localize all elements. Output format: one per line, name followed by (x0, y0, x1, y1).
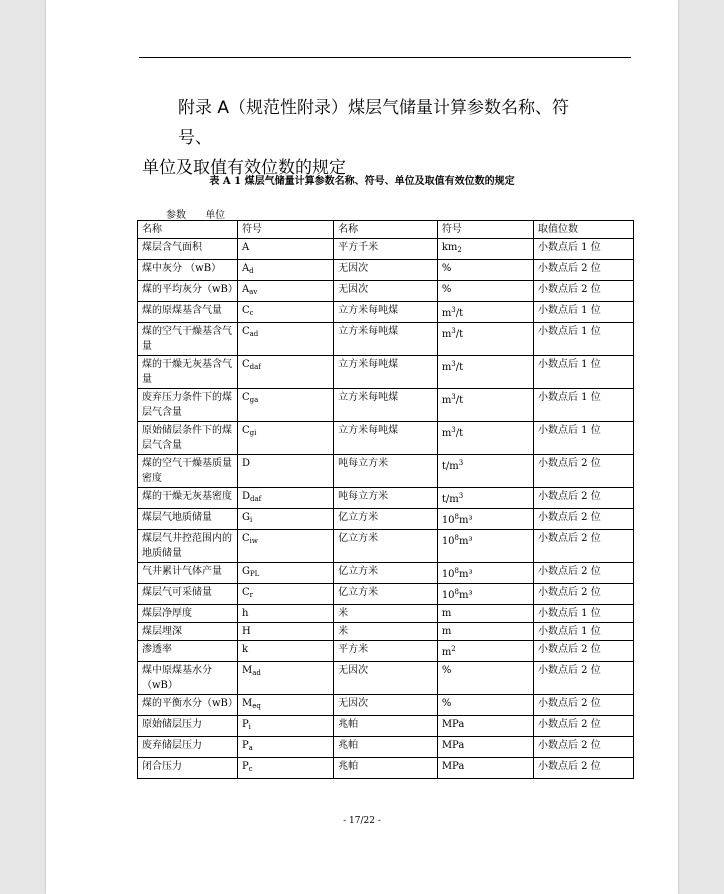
symbol-cell (237, 695, 333, 716)
unit-tail: /t (455, 362, 464, 373)
symbol-cell (237, 302, 333, 323)
symbol-main: A (241, 263, 250, 274)
unit-main: m (441, 608, 452, 619)
symbol-subscript: i (248, 723, 251, 731)
symbol-main: C (241, 359, 250, 370)
param-name-cell (138, 281, 238, 302)
symbol-cell (237, 356, 333, 389)
unit-symbol-cell (437, 281, 533, 302)
table-row (138, 509, 634, 530)
unit-name-cell (334, 623, 438, 641)
symbol-main: P (241, 719, 249, 730)
unit-name: 米 (338, 626, 349, 637)
param-name-cell (138, 509, 238, 530)
unit-name-cell (334, 488, 438, 509)
symbol-main: G (241, 566, 250, 577)
symbol-main: C (241, 587, 250, 598)
unit-name: 平方千米 (338, 242, 379, 253)
symbol-cell (237, 530, 333, 563)
unit-name-cell (334, 695, 438, 716)
unit-tail: m³ (459, 536, 473, 547)
unit-superscript: 8 (454, 513, 460, 521)
unit-name: 立方米每吨煤 (338, 425, 399, 436)
unit-name-cell (334, 605, 438, 623)
unit-tail: m³ (459, 515, 473, 526)
digits-cell (534, 488, 634, 509)
param-name: 气井累计气体产量 (142, 566, 222, 577)
table-row (138, 260, 634, 281)
unit-name-cell (334, 260, 438, 281)
digits-value: 小数点后 2 位 (538, 698, 601, 709)
appendix-title-line2: 单位及取值有效位数的规定 (142, 158, 346, 178)
digits-value: 小数点后 2 位 (538, 761, 601, 772)
unit-superscript: 3 (451, 360, 456, 368)
unit-name: 亿立方米 (338, 587, 379, 598)
unit-name: 吨每立方米 (338, 458, 389, 469)
digits-value: 小数点后 1 位 (538, 242, 601, 253)
unit-name-cell (334, 737, 438, 758)
param-name: 煤的干燥无灰基含气量 (142, 359, 232, 385)
unit-name: 平方米 (338, 644, 369, 655)
symbol-subscript: r (249, 591, 253, 599)
param-name: 煤的原煤基含气量 (142, 305, 222, 316)
unit-superscript: 3 (458, 492, 464, 500)
unit-main: m (441, 626, 452, 637)
unit-name: 亿立方米 (338, 512, 379, 523)
unit-main: m (441, 428, 452, 439)
unit-symbol-cell (437, 260, 533, 281)
param-name: 煤的平衡水分（wB） (142, 698, 238, 709)
digits-cell (534, 323, 634, 356)
unit-superscript: 3 (451, 426, 456, 434)
unit-name: 无因次 (338, 284, 369, 295)
unit-name: 无因次 (338, 665, 369, 676)
unit-symbol-cell (437, 455, 533, 488)
param-name-cell (138, 260, 238, 281)
symbol-main: P (241, 761, 249, 772)
unit-main: m (441, 308, 452, 319)
unit-name: 亿立方米 (338, 533, 379, 544)
unit-symbol-cell (437, 737, 533, 758)
unit-symbol-cell (437, 662, 533, 695)
unit-symbol-cell (437, 584, 533, 605)
header-rule (139, 57, 631, 58)
symbol-subscript: d (249, 267, 254, 275)
symbol-cell (237, 584, 333, 605)
param-name-cell (138, 422, 238, 455)
symbol-main: C (241, 326, 250, 337)
digits-cell (534, 737, 634, 758)
param-name-cell (138, 716, 238, 737)
symbol-main: G (241, 512, 250, 523)
header-cell: 符号 (437, 221, 533, 239)
unit-name: 无因次 (338, 698, 369, 709)
unit-main: % (441, 284, 452, 295)
symbol-cell (237, 455, 333, 488)
header-cell: 符号 (237, 221, 333, 239)
sub-header-unit: 单位 (205, 210, 226, 221)
unit-symbol-cell (437, 716, 533, 737)
param-name-cell (138, 758, 238, 779)
param-name: 废弃储层压力 (142, 740, 202, 751)
symbol-subscript: ad (252, 669, 261, 677)
symbol-subscript: c (249, 309, 254, 317)
unit-name: 立方米每吨煤 (338, 326, 399, 337)
table-row (138, 563, 634, 584)
unit-main: t/m (441, 461, 459, 472)
symbol-subscript: daf (249, 363, 261, 371)
unit-name: 立方米每吨煤 (338, 305, 399, 316)
parameter-table (137, 220, 634, 779)
digits-value: 小数点后 1 位 (538, 425, 601, 436)
table-row (138, 605, 634, 623)
symbol-cell (237, 509, 333, 530)
unit-superscript: 3 (451, 306, 456, 314)
unit-main: m (441, 362, 452, 373)
sub-header-param: 参数 (166, 210, 186, 221)
digits-cell (534, 356, 634, 389)
unit-symbol-cell (437, 356, 533, 389)
digits-value: 小数点后 2 位 (538, 284, 601, 295)
digits-cell (534, 509, 634, 530)
unit-name-cell (334, 239, 438, 260)
unit-symbol-cell (437, 563, 533, 584)
table-row (138, 239, 634, 260)
symbol-cell (237, 563, 333, 584)
symbol-cell (237, 605, 333, 623)
unit-tail: /t (455, 428, 464, 439)
param-name: 煤的干燥无灰基密度 (142, 491, 232, 502)
digits-cell (534, 260, 634, 281)
param-name: 煤层气地质储量 (142, 512, 212, 523)
symbol-main: h (241, 608, 249, 619)
table-row (138, 758, 634, 779)
table-row (138, 488, 634, 509)
digits-value: 小数点后 2 位 (538, 566, 601, 577)
unit-main: MPa (441, 761, 465, 772)
table-body (138, 239, 634, 779)
unit-name: 立方米每吨煤 (338, 359, 399, 370)
symbol-main: H (241, 626, 251, 637)
unit-symbol-cell (437, 530, 533, 563)
unit-name-cell (334, 563, 438, 584)
digits-value: 小数点后 2 位 (538, 644, 601, 655)
unit-main: km (441, 242, 458, 253)
symbol-subscript: iw (249, 537, 258, 545)
unit-name-cell (334, 758, 438, 779)
param-name-cell (138, 455, 238, 488)
symbol-subscript: daf (249, 495, 262, 503)
symbol-main: A (241, 242, 250, 253)
unit-tail: m³ (459, 569, 473, 580)
digits-value: 小数点后 2 位 (538, 587, 601, 598)
unit-main: t/m (441, 494, 459, 505)
unit-name-cell (334, 641, 438, 662)
param-name: 煤层气可采储量 (142, 587, 212, 598)
table-row (138, 356, 634, 389)
unit-symbol-cell (437, 605, 533, 623)
symbol-cell (237, 422, 333, 455)
unit-name: 立方米每吨煤 (338, 392, 399, 403)
digits-value: 小数点后 2 位 (538, 263, 601, 274)
symbol-subscript: ad (249, 330, 259, 338)
symbol-main: M (241, 665, 253, 676)
unit-name-cell (334, 509, 438, 530)
symbol-cell (237, 260, 333, 281)
param-name: 煤层埋深 (142, 626, 182, 637)
digits-value: 小数点后 1 位 (538, 626, 601, 637)
param-name-cell (138, 356, 238, 389)
symbol-subscript: gi (249, 429, 257, 437)
symbol-cell (237, 758, 333, 779)
digits-cell (534, 302, 634, 323)
param-name: 原始储层条件下的煤层气含量 (142, 425, 232, 451)
param-name: 闭合压力 (142, 761, 182, 772)
digits-value: 小数点后 1 位 (538, 326, 601, 337)
table-row (138, 530, 634, 563)
param-name-cell (138, 530, 238, 563)
unit-main: m (441, 647, 452, 658)
unit-symbol-cell (437, 623, 533, 641)
unit-symbol-cell (437, 422, 533, 455)
param-name-cell (138, 737, 238, 758)
table-header-row (138, 221, 634, 239)
digits-cell (534, 563, 634, 584)
table-row (138, 302, 634, 323)
digits-cell (534, 281, 634, 302)
appendix-title (142, 93, 592, 183)
unit-superscript: 3 (458, 459, 464, 467)
symbol-cell (237, 239, 333, 260)
symbol-main: C (241, 533, 250, 544)
digits-cell (534, 389, 634, 422)
table-row (138, 584, 634, 605)
unit-name: 兆帕 (338, 740, 359, 751)
unit-name: 无因次 (338, 263, 369, 274)
unit-symbol-cell (437, 758, 533, 779)
unit-tail: /t (455, 308, 464, 319)
digits-value: 小数点后 2 位 (538, 512, 601, 523)
param-name: 渗透率 (142, 644, 172, 655)
digits-cell (534, 662, 634, 695)
unit-symbol-cell (437, 695, 533, 716)
unit-main: % (441, 698, 452, 709)
unit-superscript: 3 (451, 327, 456, 335)
table-sub-header (166, 206, 241, 221)
param-name-cell (138, 605, 238, 623)
unit-main: 10 (441, 590, 455, 601)
digits-value: 小数点后 2 位 (538, 491, 601, 502)
unit-name-cell (334, 281, 438, 302)
digits-value: 小数点后 1 位 (538, 608, 601, 619)
param-name-cell (138, 389, 238, 422)
unit-subscript: 2 (457, 246, 462, 254)
symbol-cell (237, 623, 333, 641)
symbol-subscript: eq (252, 702, 261, 710)
unit-superscript: 8 (454, 588, 460, 596)
symbol-main: k (241, 644, 248, 655)
symbol-cell (237, 488, 333, 509)
digits-value: 小数点后 1 位 (538, 359, 601, 370)
digits-value: 小数点后 2 位 (538, 533, 601, 544)
symbol-subscript: a (248, 744, 253, 752)
unit-symbol-cell (437, 488, 533, 509)
param-name: 废弃压力条件下的煤层气含量 (142, 392, 232, 418)
unit-main: 10 (441, 515, 455, 526)
digits-cell (534, 530, 634, 563)
digits-value: 小数点后 1 位 (538, 305, 601, 316)
unit-symbol-cell (437, 641, 533, 662)
unit-name-cell (334, 356, 438, 389)
digits-cell (534, 239, 634, 260)
symbol-cell (237, 662, 333, 695)
table-row (138, 623, 634, 641)
unit-symbol-cell (437, 323, 533, 356)
param-name: 煤层含气面积 (142, 242, 202, 253)
digits-value: 小数点后 2 位 (538, 458, 601, 469)
page-number: - 17/22 - (343, 816, 381, 826)
table-row (138, 716, 634, 737)
param-name-cell (138, 641, 238, 662)
table-row (138, 641, 634, 662)
unit-superscript: 3 (451, 393, 456, 401)
unit-name-cell (334, 662, 438, 695)
unit-name-cell (334, 455, 438, 488)
unit-main: 10 (441, 536, 455, 547)
param-name-cell (138, 623, 238, 641)
param-name-cell (138, 584, 238, 605)
param-name: 煤的空气干燥基质量密度 (142, 458, 232, 484)
symbol-main: P (241, 740, 249, 751)
unit-symbol-cell (437, 389, 533, 422)
unit-tail: /t (455, 329, 464, 340)
param-name-cell (138, 695, 238, 716)
table-row (138, 662, 634, 695)
unit-tail: /t (455, 395, 464, 406)
unit-main: % (441, 263, 452, 274)
param-name: 煤中原煤基水分（wB） (142, 665, 212, 691)
symbol-main: C (241, 392, 250, 403)
symbol-cell (237, 641, 333, 662)
unit-name-cell (334, 422, 438, 455)
param-name: 煤的空气干燥基含气量 (142, 326, 232, 352)
symbol-subscript: ga (249, 396, 259, 404)
param-name: 煤中灰分 （wB） (142, 263, 222, 274)
document-page (46, 0, 678, 894)
table-row (138, 323, 634, 356)
param-name: 煤层净厚度 (142, 608, 192, 619)
digits-value: 小数点后 2 位 (538, 719, 601, 730)
digits-cell (534, 758, 634, 779)
symbol-cell (237, 716, 333, 737)
param-name-cell (138, 302, 238, 323)
table-row (138, 422, 634, 455)
symbol-cell (237, 389, 333, 422)
digits-cell (534, 623, 634, 641)
symbol-main: D (241, 491, 250, 502)
unit-symbol-cell (437, 239, 533, 260)
unit-superscript: 2 (451, 645, 456, 653)
symbol-subscript: i (249, 516, 253, 524)
symbol-subscript: av (249, 288, 258, 296)
param-name: 煤的平均灰分（wB） (142, 284, 238, 295)
unit-symbol-cell (437, 509, 533, 530)
unit-name: 米 (338, 608, 349, 619)
unit-name-cell (334, 302, 438, 323)
param-name-cell (138, 488, 238, 509)
unit-superscript: 8 (454, 534, 460, 542)
unit-main: m (441, 329, 452, 340)
param-name-cell (138, 662, 238, 695)
header-cell: 取值位数 (534, 221, 634, 239)
unit-name-cell (334, 530, 438, 563)
table-row (138, 695, 634, 716)
param-name-cell (138, 563, 238, 584)
unit-superscript: 8 (454, 567, 460, 575)
param-name-cell (138, 239, 238, 260)
param-name-cell (138, 323, 238, 356)
digits-cell (534, 605, 634, 623)
unit-name-cell (334, 389, 438, 422)
unit-main: % (441, 665, 452, 676)
symbol-main: C (241, 305, 250, 316)
table-row (138, 281, 634, 302)
unit-name-cell (334, 584, 438, 605)
unit-name: 兆帕 (338, 719, 359, 730)
symbol-main: C (241, 425, 250, 436)
symbol-main: D (241, 458, 250, 469)
param-name: 原始储层压力 (142, 719, 202, 730)
symbol-cell (237, 737, 333, 758)
unit-main: m (441, 395, 452, 406)
symbol-subscript: c (248, 765, 253, 773)
unit-name: 兆帕 (338, 761, 359, 772)
param-name: 煤层气井控范围内的地质储量 (142, 533, 232, 559)
symbol-subscript: PL (249, 570, 260, 578)
table-row (138, 737, 634, 758)
digits-cell (534, 695, 634, 716)
unit-symbol-cell (437, 302, 533, 323)
unit-name-cell (334, 716, 438, 737)
digits-cell (534, 455, 634, 488)
unit-name-cell (334, 323, 438, 356)
unit-main: MPa (441, 740, 465, 751)
digits-cell (534, 422, 634, 455)
digits-value: 小数点后 2 位 (538, 665, 601, 676)
table-row (138, 389, 634, 422)
digits-value: 小数点后 1 位 (538, 392, 601, 403)
symbol-main: A (241, 284, 250, 295)
unit-name: 吨每立方米 (338, 491, 389, 502)
header-cell: 名称 (334, 221, 438, 239)
table-row (138, 455, 634, 488)
digits-value: 小数点后 2 位 (538, 740, 601, 751)
symbol-cell (237, 323, 333, 356)
unit-tail: m³ (459, 590, 473, 601)
digits-cell (534, 641, 634, 662)
unit-name: 亿立方米 (338, 566, 379, 577)
unit-main: MPa (441, 719, 465, 730)
symbol-main: M (241, 698, 253, 709)
unit-main: 10 (441, 569, 455, 580)
digits-cell (534, 716, 634, 737)
digits-cell (534, 584, 634, 605)
appendix-title-line1: 附录 A（规范性附录）煤层气储量计算参数名称、符号、 (178, 98, 570, 148)
symbol-cell (237, 281, 333, 302)
header-cell: 名称 (138, 221, 238, 239)
table-caption: 表 A 1 煤层气储量计算参数名称、符号、单位及取值有效位数的规定 (209, 176, 515, 187)
